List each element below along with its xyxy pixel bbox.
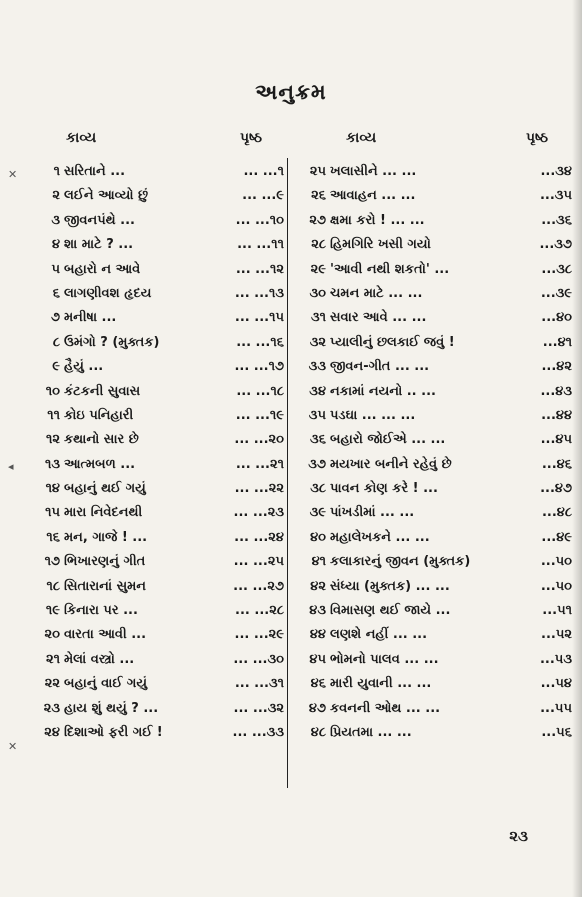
- contents-row: [290, 648, 580, 672]
- entry-title: મારી યુવાની ... ...: [330, 676, 432, 692]
- entry-page: ... ...૩૨: [233, 700, 284, 716]
- entry-page: ...૫૩: [539, 651, 572, 667]
- entry-title: લણશે નહીં ... ...: [330, 627, 428, 643]
- entry-title: હિમગિરિ ખસી ગયો: [330, 237, 431, 253]
- entry-page: ...૪૪: [541, 407, 572, 423]
- contents-row: [0, 258, 290, 282]
- entry-number: ૧૬: [46, 529, 60, 545]
- entry-page: ...૫૫: [540, 700, 572, 716]
- entry-page: ...૫૦: [540, 578, 572, 594]
- entry-page: ...૪૨: [541, 359, 572, 375]
- entry-page: ...૫૬: [541, 724, 572, 740]
- entry-page: ...૪૩: [540, 383, 572, 399]
- contents-row: [0, 575, 290, 599]
- entry-number: ૪૦: [310, 529, 326, 545]
- entry-page: ... ...૨૨: [234, 481, 284, 497]
- entry-number: ૪૭: [308, 700, 326, 716]
- entry-number: ૧૫: [45, 505, 60, 521]
- entry-number: ૪૪: [309, 627, 326, 643]
- entry-number: ૭: [50, 310, 60, 326]
- contents-row: [290, 331, 580, 355]
- entry-page: ...૩૮: [541, 261, 572, 277]
- entry-title: પડઘા ... ... ...: [330, 407, 416, 423]
- margin-mark: ◂: [8, 460, 14, 473]
- entry-page: ...૪૯: [541, 529, 572, 545]
- contents-row: [0, 428, 290, 452]
- entry-number: ૪૫: [309, 651, 326, 667]
- entry-number: ૨૫: [309, 164, 326, 179]
- contents-row: [0, 184, 290, 208]
- entry-number: ૩૫: [308, 407, 326, 423]
- entry-number: ૧૮: [46, 578, 60, 594]
- entry-page: ... ...૧૬: [236, 334, 284, 350]
- contents-row: [0, 282, 290, 306]
- contents-row: [290, 501, 580, 525]
- entry-number: ૩૯: [309, 505, 326, 521]
- entry-number: ૧૭: [44, 554, 60, 570]
- entry-number: ૪૬: [310, 676, 326, 692]
- entry-title: મારા નિવેદનથી: [64, 505, 143, 521]
- entry-title: મેલાં વસ્ત્રો ...: [64, 651, 135, 667]
- left-contents-column: [0, 160, 290, 745]
- contents-row: [290, 550, 580, 574]
- entry-title: બહારો ન આવે: [64, 261, 141, 277]
- entry-title: બહારો જોઈએ ... ...: [330, 432, 446, 448]
- contents-row: [290, 526, 580, 550]
- contents-row: [290, 306, 580, 330]
- margin-mark: ✕: [8, 168, 18, 181]
- contents-row: [0, 404, 290, 428]
- entry-title: મયખાર બનીને રહેવું છે: [330, 456, 452, 472]
- contents-row: [290, 282, 580, 306]
- contents-row: [290, 721, 580, 745]
- contents-row: [0, 331, 290, 355]
- entry-title: નકામાં નયનો .. ...: [330, 383, 436, 399]
- entry-number: ૪: [51, 237, 60, 253]
- contents-row: [290, 404, 580, 428]
- entry-number: ૩૬: [310, 432, 326, 448]
- contents-row: [290, 258, 580, 282]
- entry-page: ... ...૧૮: [236, 383, 284, 399]
- entry-page: ... ...૩૩: [232, 724, 284, 740]
- page-number: ૨૩: [509, 827, 528, 845]
- entry-title: ક્ષમા કરો ! ... ...: [330, 212, 425, 228]
- entry-title: કવનની ઓથ ... ...: [330, 700, 441, 716]
- entry-page: ...૪૦: [541, 310, 572, 326]
- contents-row: [290, 599, 580, 623]
- entry-page: ... ...૧૦: [235, 212, 284, 228]
- entry-page: ... ...૨૧: [235, 456, 284, 472]
- entry-page: ... ...૯: [242, 188, 284, 204]
- entry-number: ૨૨: [44, 676, 60, 692]
- entry-title: દિશાઓ ફરી ગઈ !: [64, 724, 163, 740]
- entry-number: ૪૩: [309, 603, 326, 619]
- entry-number: ૩૮: [310, 481, 326, 497]
- contents-row: [290, 453, 580, 477]
- entry-title: પાંખડીમાં ... ...: [330, 505, 415, 521]
- contents-row: [0, 380, 290, 404]
- contents-row: [290, 575, 580, 599]
- entry-number: ૬: [52, 285, 60, 301]
- entry-title: કોઇ પનિહારી: [64, 407, 134, 423]
- contents-row: [0, 306, 290, 330]
- entry-title: ભિખારણનું ગીત: [64, 554, 146, 570]
- contents-row: [290, 209, 580, 233]
- contents-row: [0, 623, 290, 647]
- entry-page: ...૪૧: [542, 334, 572, 350]
- entry-title: સંધ્યા (મુક્તક) ... ...: [330, 578, 450, 594]
- entry-page: ... ...૨૫: [233, 554, 284, 570]
- entry-number: ૪૮: [310, 724, 326, 740]
- entry-page: ...૪૫: [540, 432, 572, 448]
- entry-number: ૩: [51, 212, 60, 228]
- entry-number: ૩૧: [310, 310, 326, 326]
- entry-title: સરિતાને ...: [64, 164, 126, 179]
- entry-number: ૧૨: [45, 432, 60, 448]
- entry-number: ૩૭: [308, 456, 326, 472]
- contents-row: [290, 184, 580, 208]
- entry-title: ખલાસીને ... ...: [330, 164, 417, 179]
- entry-title: સિતારાનાં સુમન: [64, 578, 146, 594]
- contents-row: [0, 233, 290, 257]
- entry-number: ૨૩: [43, 700, 60, 716]
- entry-page: ... ...૨૭: [233, 578, 284, 594]
- margin-mark: ✕: [8, 740, 18, 753]
- entry-page: ...૩૪: [540, 164, 572, 179]
- entry-title: મન, ગાજે ! ...: [64, 529, 148, 545]
- entry-title: જીવન-ગીત ... ...: [330, 359, 430, 375]
- entry-title: કિનારા પર ...: [64, 603, 138, 619]
- entry-number: ૧: [53, 164, 60, 179]
- entry-title: મનીષા ...: [64, 310, 117, 326]
- entry-title: પ્યાલીનું છલકાઈ જવું !: [330, 334, 455, 350]
- entry-number: ૫: [51, 261, 60, 277]
- contents-row: [290, 380, 580, 404]
- entry-page: ...૫૨: [541, 627, 572, 643]
- entry-title: પાવન કોણ કરે ! ...: [330, 481, 438, 497]
- entry-title: હાય શું થયું ? ...: [64, 700, 159, 716]
- entry-page: ...૫૦: [540, 554, 572, 570]
- entry-number: ૧૦: [45, 383, 60, 399]
- entry-title: બહાનું થઈ ગયું: [64, 481, 146, 497]
- contents-row: [0, 697, 290, 721]
- entry-number: ૪૨: [310, 578, 326, 594]
- entry-page: ...૩૬: [541, 212, 572, 228]
- entry-page: ... ...૩૦: [233, 651, 284, 667]
- contents-row: [0, 599, 290, 623]
- entry-number: ૩૪: [309, 383, 326, 399]
- entry-number: ૨૦: [44, 627, 60, 643]
- entry-number: ૨૬: [311, 188, 326, 204]
- entry-page: ...૪૮: [541, 505, 572, 521]
- contents-row: [290, 477, 580, 501]
- entry-number: ૯: [52, 359, 60, 375]
- entry-title: લઈને આવ્યો છું: [64, 188, 149, 204]
- entry-title: કંટકની સુવાસ: [64, 383, 141, 399]
- entry-page: ...૫૧: [542, 603, 572, 619]
- contents-row: [0, 209, 290, 233]
- entry-number: ૨૭: [309, 212, 326, 228]
- entry-page: ... ...૨૩: [233, 505, 284, 521]
- entry-page: ... ...૧૯: [235, 407, 284, 423]
- contents-row: [0, 160, 290, 184]
- entry-page: ... ...૧૭: [234, 359, 284, 375]
- contents-row: [0, 526, 290, 550]
- entry-title: ભોમનો પાલવ ... ...: [330, 651, 439, 667]
- entry-page: ... ...૧૫: [234, 310, 284, 326]
- contents-row: [0, 453, 290, 477]
- entry-title: કથાનો સાર છે: [64, 432, 139, 448]
- contents-row: [0, 648, 290, 672]
- entry-title: પ્રિયતમા ... ...: [330, 724, 412, 740]
- entry-page: ... ...૨૯: [234, 627, 284, 643]
- contents-row: [290, 697, 580, 721]
- entry-number: ૮: [52, 334, 60, 350]
- contents-row: [0, 501, 290, 525]
- entry-page: ... ...૨૪: [234, 529, 284, 545]
- entry-page: ...૪૭: [540, 481, 572, 497]
- contents-row: [0, 550, 290, 574]
- contents-row: [290, 233, 580, 257]
- right-poem-header: કાવ્ય: [346, 130, 377, 146]
- entry-number: ૩૨: [309, 334, 326, 350]
- entry-title: હૈયું ...: [64, 359, 104, 375]
- entry-number: ૧૯: [45, 603, 60, 619]
- contents-row: [290, 672, 580, 696]
- entry-title: સવાર આવે ... ...: [330, 310, 427, 326]
- entry-title: આવાહન ... ...: [330, 188, 416, 204]
- entry-page: ...૩૭: [539, 237, 572, 253]
- left-poem-header: કાવ્ય: [66, 130, 97, 146]
- entry-title: મહાલેખકને ... ...: [330, 529, 430, 545]
- entry-page: ... ...૨૦: [234, 432, 284, 448]
- entry-title: જીવનપંથે ...: [64, 212, 135, 228]
- entry-number: ૨: [52, 188, 60, 204]
- entry-number: ૨૯: [310, 261, 326, 277]
- entry-number: ૩૦: [309, 285, 326, 301]
- entry-number: ૨૪: [44, 724, 60, 740]
- contents-row: [290, 355, 580, 379]
- page-title: અનુક્રમ: [255, 80, 327, 104]
- contents-row: [290, 160, 580, 184]
- entry-number: ૪૧: [311, 554, 326, 570]
- entry-title: ઉમંગો ? (મુક્તક): [64, 334, 160, 350]
- entry-number: ૧૪: [45, 481, 60, 497]
- contents-row: [0, 477, 290, 501]
- entry-title: વારતા આવી ...: [64, 627, 147, 643]
- entry-number: ૨૧: [45, 651, 60, 667]
- entry-title: બહાનું વાઈ ગયું: [64, 676, 148, 692]
- entry-number: ૧૩: [44, 456, 60, 472]
- entry-title: શા માટે ? ...: [64, 237, 134, 253]
- entry-title: લાગણીવશ હૃદય: [64, 285, 152, 301]
- entry-page: ...૪૬: [541, 456, 572, 472]
- entry-page: ...૩૫: [539, 188, 572, 204]
- entry-title: આત્મબળ ...: [64, 456, 136, 472]
- contents-row: [0, 355, 290, 379]
- entry-page: ... ...૧૨: [235, 261, 284, 277]
- entry-page: ...૩૯: [540, 285, 572, 301]
- right-contents-column: [290, 160, 580, 745]
- contents-row: [0, 721, 290, 745]
- left-page-header: પૃષ્ઠ: [240, 130, 262, 146]
- entry-title: કલાકારનું જીવન (મુક્તક): [330, 554, 471, 570]
- entry-page: ... ...૧૩: [234, 285, 284, 301]
- entry-number: ૧૧: [47, 407, 60, 423]
- right-page-header: પૃષ્ઠ: [526, 130, 548, 146]
- entry-page: ... ...૨૮: [235, 603, 284, 619]
- entry-page: ...૫૪: [540, 676, 572, 692]
- entry-title: વિમાસણ થઈ જાયે ...: [330, 603, 451, 619]
- entry-number: ૩૩: [308, 359, 326, 375]
- entry-number: ૨૮: [311, 237, 326, 253]
- entry-page: ... ...૧૧: [237, 237, 284, 253]
- entry-page: ... ...૧: [243, 164, 284, 179]
- entry-page: ... ...૩૧: [234, 676, 284, 692]
- contents-row: [0, 672, 290, 696]
- entry-title: ચમન માટે ... ...: [330, 285, 423, 301]
- contents-row: [290, 623, 580, 647]
- entry-title: 'આવી નથી શકતો' ...: [330, 261, 450, 277]
- contents-row: [290, 428, 580, 452]
